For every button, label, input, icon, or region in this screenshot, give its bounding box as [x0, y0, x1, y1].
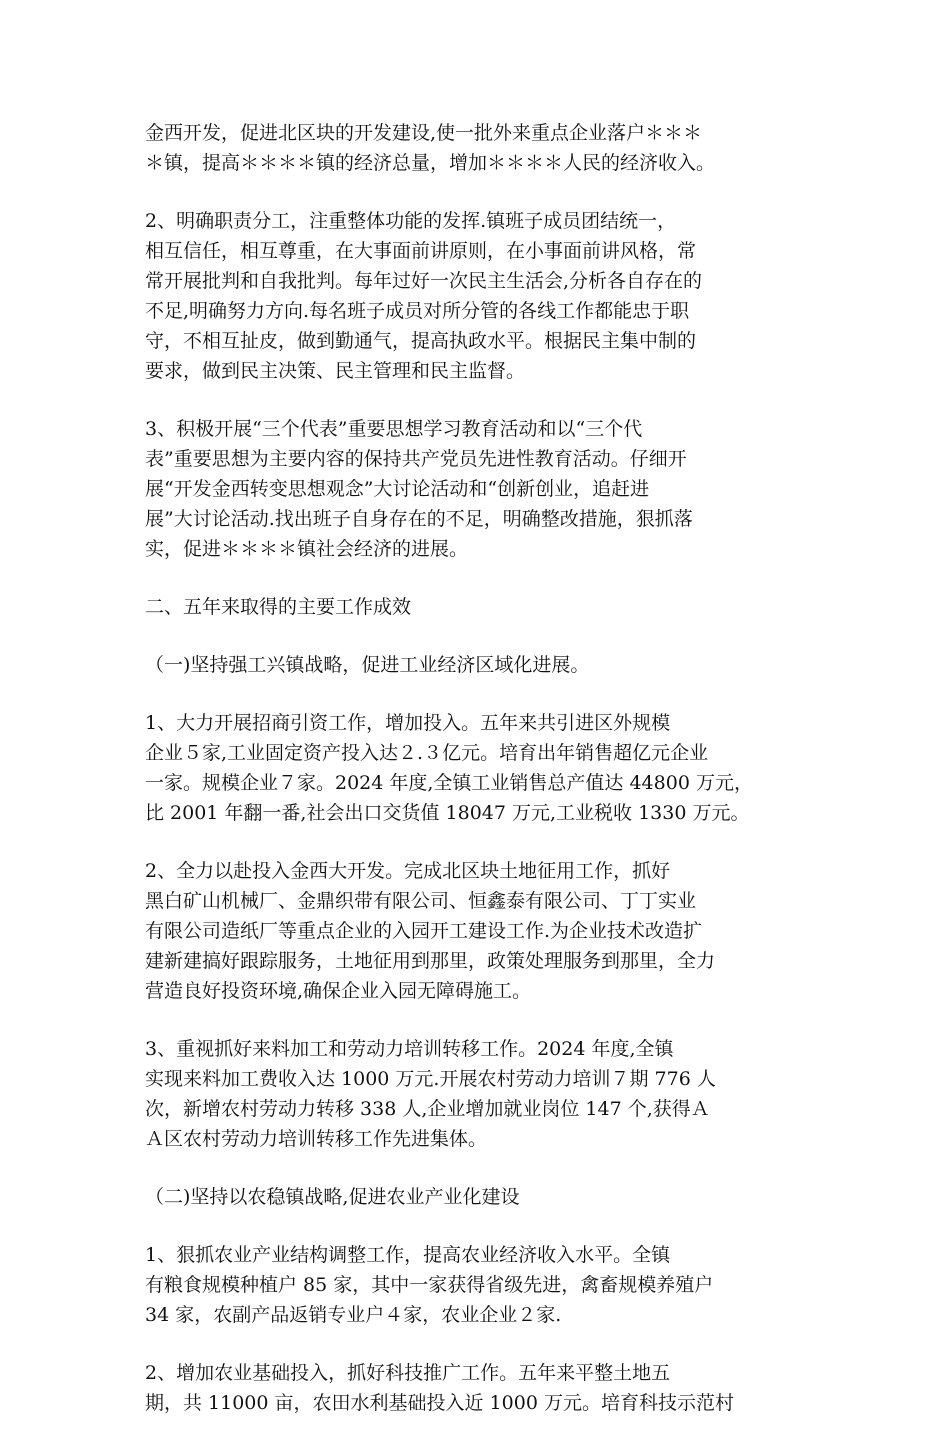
paragraph-three-represents: 3、积极开展“三个代表”重要思想学习教育活动和以“三个代 表”重要思想为主要内容的保持共产党员先进性教育活动。仔细开 展“开发金西转变思想观念”大讨论活动和“创新创业，追赶进 展”大讨论活动.找出班子自身存在的不足，明确整改措施，狠抓落 实，促进＊＊＊＊镇社会经济的进展。: [145, 418, 693, 560]
paragraph-jinxi-development: 金西开发，促进北区块的开发建设,使一批外来重点企业落户＊＊＊ ＊镇，提高＊＊＊＊镇的经济总量，增加＊＊＊＊人民的经济收入。: [145, 122, 716, 174]
subsection-heading-agriculture: （二)坚持以农稳镇战略,促进农业产业化建设: [145, 1186, 520, 1208]
paragraph-duty-division: 2、明确职责分工，注重整体功能的发挥.镇班子成员团结统一， 相互信任，相互尊重，在大事面前讲原则，在小事面前讲风格，常 常开展批判和自我批判。每年过好一次民主生活会,分析各自存在的 不足,明确努力方向.每名班子成员对所分管的各线工作都能忠于职 守，不相互扯皮，做到勤通气，提高执政水平。根据民主集中制的 要求，做到民主决策、民主管理和民主监督。: [145, 210, 703, 382]
paragraph-agri-structure: 1、狠抓农业产业结构调整工作，提高农业经济收入水平。全镇 有粮食规模种植户 85 家，其中一家获得省级先进，禽畜规模养殖户 34 家，农副产品返销专业户４家，农业企业２家.: [145, 1244, 714, 1326]
paragraph-labor-training: 3、重视抓好来料加工和劳动力培训转移工作。2024 年度,全镇 实现来料加工费收入达 1000 万元.开展农村劳动力培训７期 776 人 次，新增农村劳动力转移 338 人,企业增加就业岗位 147 个,获得Ａ Ａ区农村劳动力培训转移工作先进集体。: [145, 1038, 716, 1150]
document-body: [145, 118, 805, 1446]
paragraph-investment: 1、大力开展招商引资工作，增加投入。五年来共引进区外规模 企业５家,工业固定资产投入达２.３亿元。培育出年销售超亿元企业 一家。规模企业７家。2024 年度,全镇工业销售总产值达 44800 万元， 比 2001 年翻一番,社会出口交货值 18047 万元,工业税收 1330 万元。: [145, 712, 753, 824]
paragraph-jinxi-construction: 2、全力以赴投入金西大开发。完成北区块土地征用工作，抓好 黑白矿山机械厂、金鼎织带有限公司、恒鑫泰有限公司、丁丁实业 有限公司造纸厂等重点企业的入园开工建设工作.为企业技术改造扩 建新建搞好跟踪服务，土地征用到那里，政策处理服务到那里，全力 营造良好投资环境,确保企业入园无障碍施工。: [145, 860, 716, 1002]
paragraph-agri-investment: 2、增加农业基础投入，抓好科技推广工作。五年来平整土地五 期，共 11000 亩，农田水利基础投入近 1000 万元。培育科技示范村: [145, 1362, 734, 1414]
section-heading-achievements: 二、五年来取得的主要工作成效: [145, 596, 412, 618]
subsection-heading-industry: （一)坚持强工兴镇战略，促进工业经济区域化进展。: [145, 654, 590, 676]
